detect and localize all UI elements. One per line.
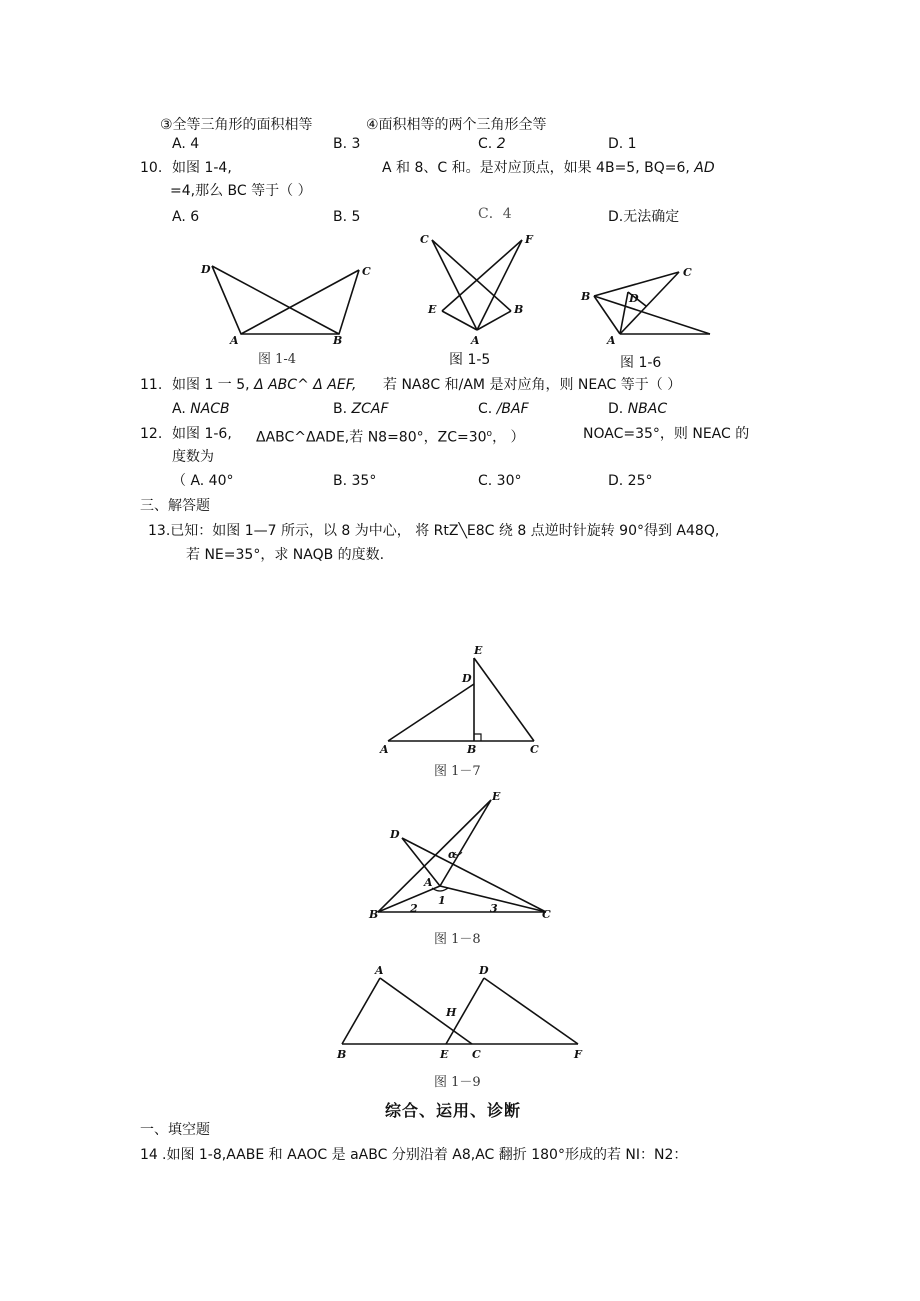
q11-option-a: A. NACB <box>172 401 230 417</box>
section-1-heading: 一、填空题 <box>140 1122 210 1138</box>
q12-text-1: 如图 1-6, <box>172 426 232 442</box>
q14-text: .如图 1-8,AABE 和 AAOC 是 aABC 分别沿着 A8,AC 翻折 180°形成的若 NI：N2： <box>162 1147 688 1163</box>
fig15-label-c: C <box>420 233 429 246</box>
fig19-segment-ac <box>380 978 472 1044</box>
fig15-label-f: F <box>525 233 533 246</box>
fig18-label-d: D <box>390 828 400 841</box>
q10-option-c: C．4 <box>478 206 512 222</box>
fig19-label-f: F <box>574 1048 582 1061</box>
q9-option-d: D. 1 <box>608 136 637 152</box>
q12-option-a: （ A. 40° <box>172 473 234 489</box>
fig16-label-c: C <box>683 266 692 279</box>
fig18-label-3: 3 <box>490 902 498 915</box>
fig18-label-a: A <box>424 876 433 889</box>
q10-number: 10. <box>140 160 163 176</box>
fig19-caption: 图 1－9 <box>434 1075 481 1090</box>
q9-option-c: C. 2 <box>478 136 506 152</box>
q10-text-2: A 和 8、C 和。是对应顶点，如果 4B=5, BQ=6, AD <box>382 160 715 176</box>
fig18-label-b: B <box>369 908 379 921</box>
fig19-label-d: D <box>479 964 489 977</box>
q10-option-a: A. 6 <box>172 209 200 225</box>
q9-option-b: B. 3 <box>333 136 361 152</box>
fig15-label-b: B <box>514 303 524 316</box>
q9-statement-3: ③全等三角形的面积相等 <box>160 117 313 133</box>
fig19-label-h: H <box>446 1006 457 1019</box>
fig18-label-alpha: α <box>448 848 457 861</box>
fig18-caption: 图 1－8 <box>434 932 481 947</box>
fig17-label-d: D <box>462 672 472 685</box>
q12-text-2: ΔABC^ΔADE,若 N8=80°，$ZC=30^o$， ） <box>256 429 525 446</box>
fig15-caption: 图 1-5 <box>449 352 491 368</box>
section-3-heading: 三、解答题 <box>140 498 210 514</box>
q9-statement-4: ④面积相等的两个三角形全等 <box>366 117 547 133</box>
fig19-segment-ba <box>342 978 380 1044</box>
fig19-label-b: B <box>337 1048 347 1061</box>
fig17-label-b: B <box>467 743 477 756</box>
fig19-segment-df <box>484 978 578 1044</box>
fig18-label-e: E <box>492 790 501 803</box>
q11-option-c: C. /BAF <box>478 401 529 417</box>
fig17-label-e: E <box>474 644 483 657</box>
fig19-label-e: E <box>440 1048 449 1061</box>
fig14-label-a: A <box>230 334 239 347</box>
fig17-label-a: A <box>380 743 389 756</box>
q11-text: 如图 1 一 5, Δ ABC^ Δ AEF, <box>172 377 357 393</box>
fig17-caption: 图 1－7 <box>434 764 481 779</box>
q14-number: 14 <box>140 1147 158 1163</box>
fig18-label-2: 2 <box>410 902 418 915</box>
q10-text-3: =4,那么 BC 等于（ ） <box>170 183 312 199</box>
q12-option-c: C. 30° <box>478 473 522 489</box>
q11-number: 11. <box>140 377 163 393</box>
q11-option-b: B. ZCAF <box>333 401 389 417</box>
q12-number: 12. <box>140 426 163 442</box>
fig14-caption: 图 1-4 <box>258 352 297 367</box>
q9-option-a: A. 4 <box>172 136 200 152</box>
fig16-label-d: D <box>629 292 639 305</box>
q10-option-b: B. 5 <box>333 209 361 225</box>
fig19-label-c: C <box>472 1048 481 1061</box>
q12-text-4: 度数为 <box>172 449 214 465</box>
fig19-label-a: A <box>375 964 384 977</box>
fig18-label-1: 1 <box>438 894 446 907</box>
q10-text-1: 如图 1-4, <box>172 160 232 176</box>
section-title: 综合、运用、诊断 <box>385 1101 522 1120</box>
fig16-label-b: B <box>581 290 591 303</box>
fig16-label-a: A <box>607 334 616 347</box>
fig17-label-c: C <box>530 743 539 756</box>
q12-text-3: NOAC=35°，则 NEAC 的 <box>583 426 750 442</box>
q11-text-2: 若 NA8C 和/AM 是对应角，则 NEAC 等于（ ） <box>383 377 682 393</box>
fig16-caption: 图 1-6 <box>620 355 662 371</box>
q10-option-d: D.无法确定 <box>608 209 680 225</box>
q11-option-d: D. NBAC <box>608 401 668 417</box>
fig14-label-c: C <box>362 265 371 278</box>
q12-option-b: B. 35° <box>333 473 377 489</box>
q13-line-1: 13.已知：如图 1—7 所示，以 8 为中心， 将 RtZ╲E8C 绕 8 点逆时针旋转 90°得到 A48Q, <box>148 523 720 539</box>
fig14-label-d: D <box>201 263 211 276</box>
fig14-label-b: B <box>333 334 343 347</box>
fig15-label-e: E <box>428 303 437 316</box>
fig15-label-a: A <box>471 334 480 347</box>
fig18-label-c: C <box>542 908 551 921</box>
q13-line-2: 若 NE=35°，求 NAQB 的度数. <box>186 547 385 563</box>
q12-option-d: D. 25° <box>608 473 653 489</box>
